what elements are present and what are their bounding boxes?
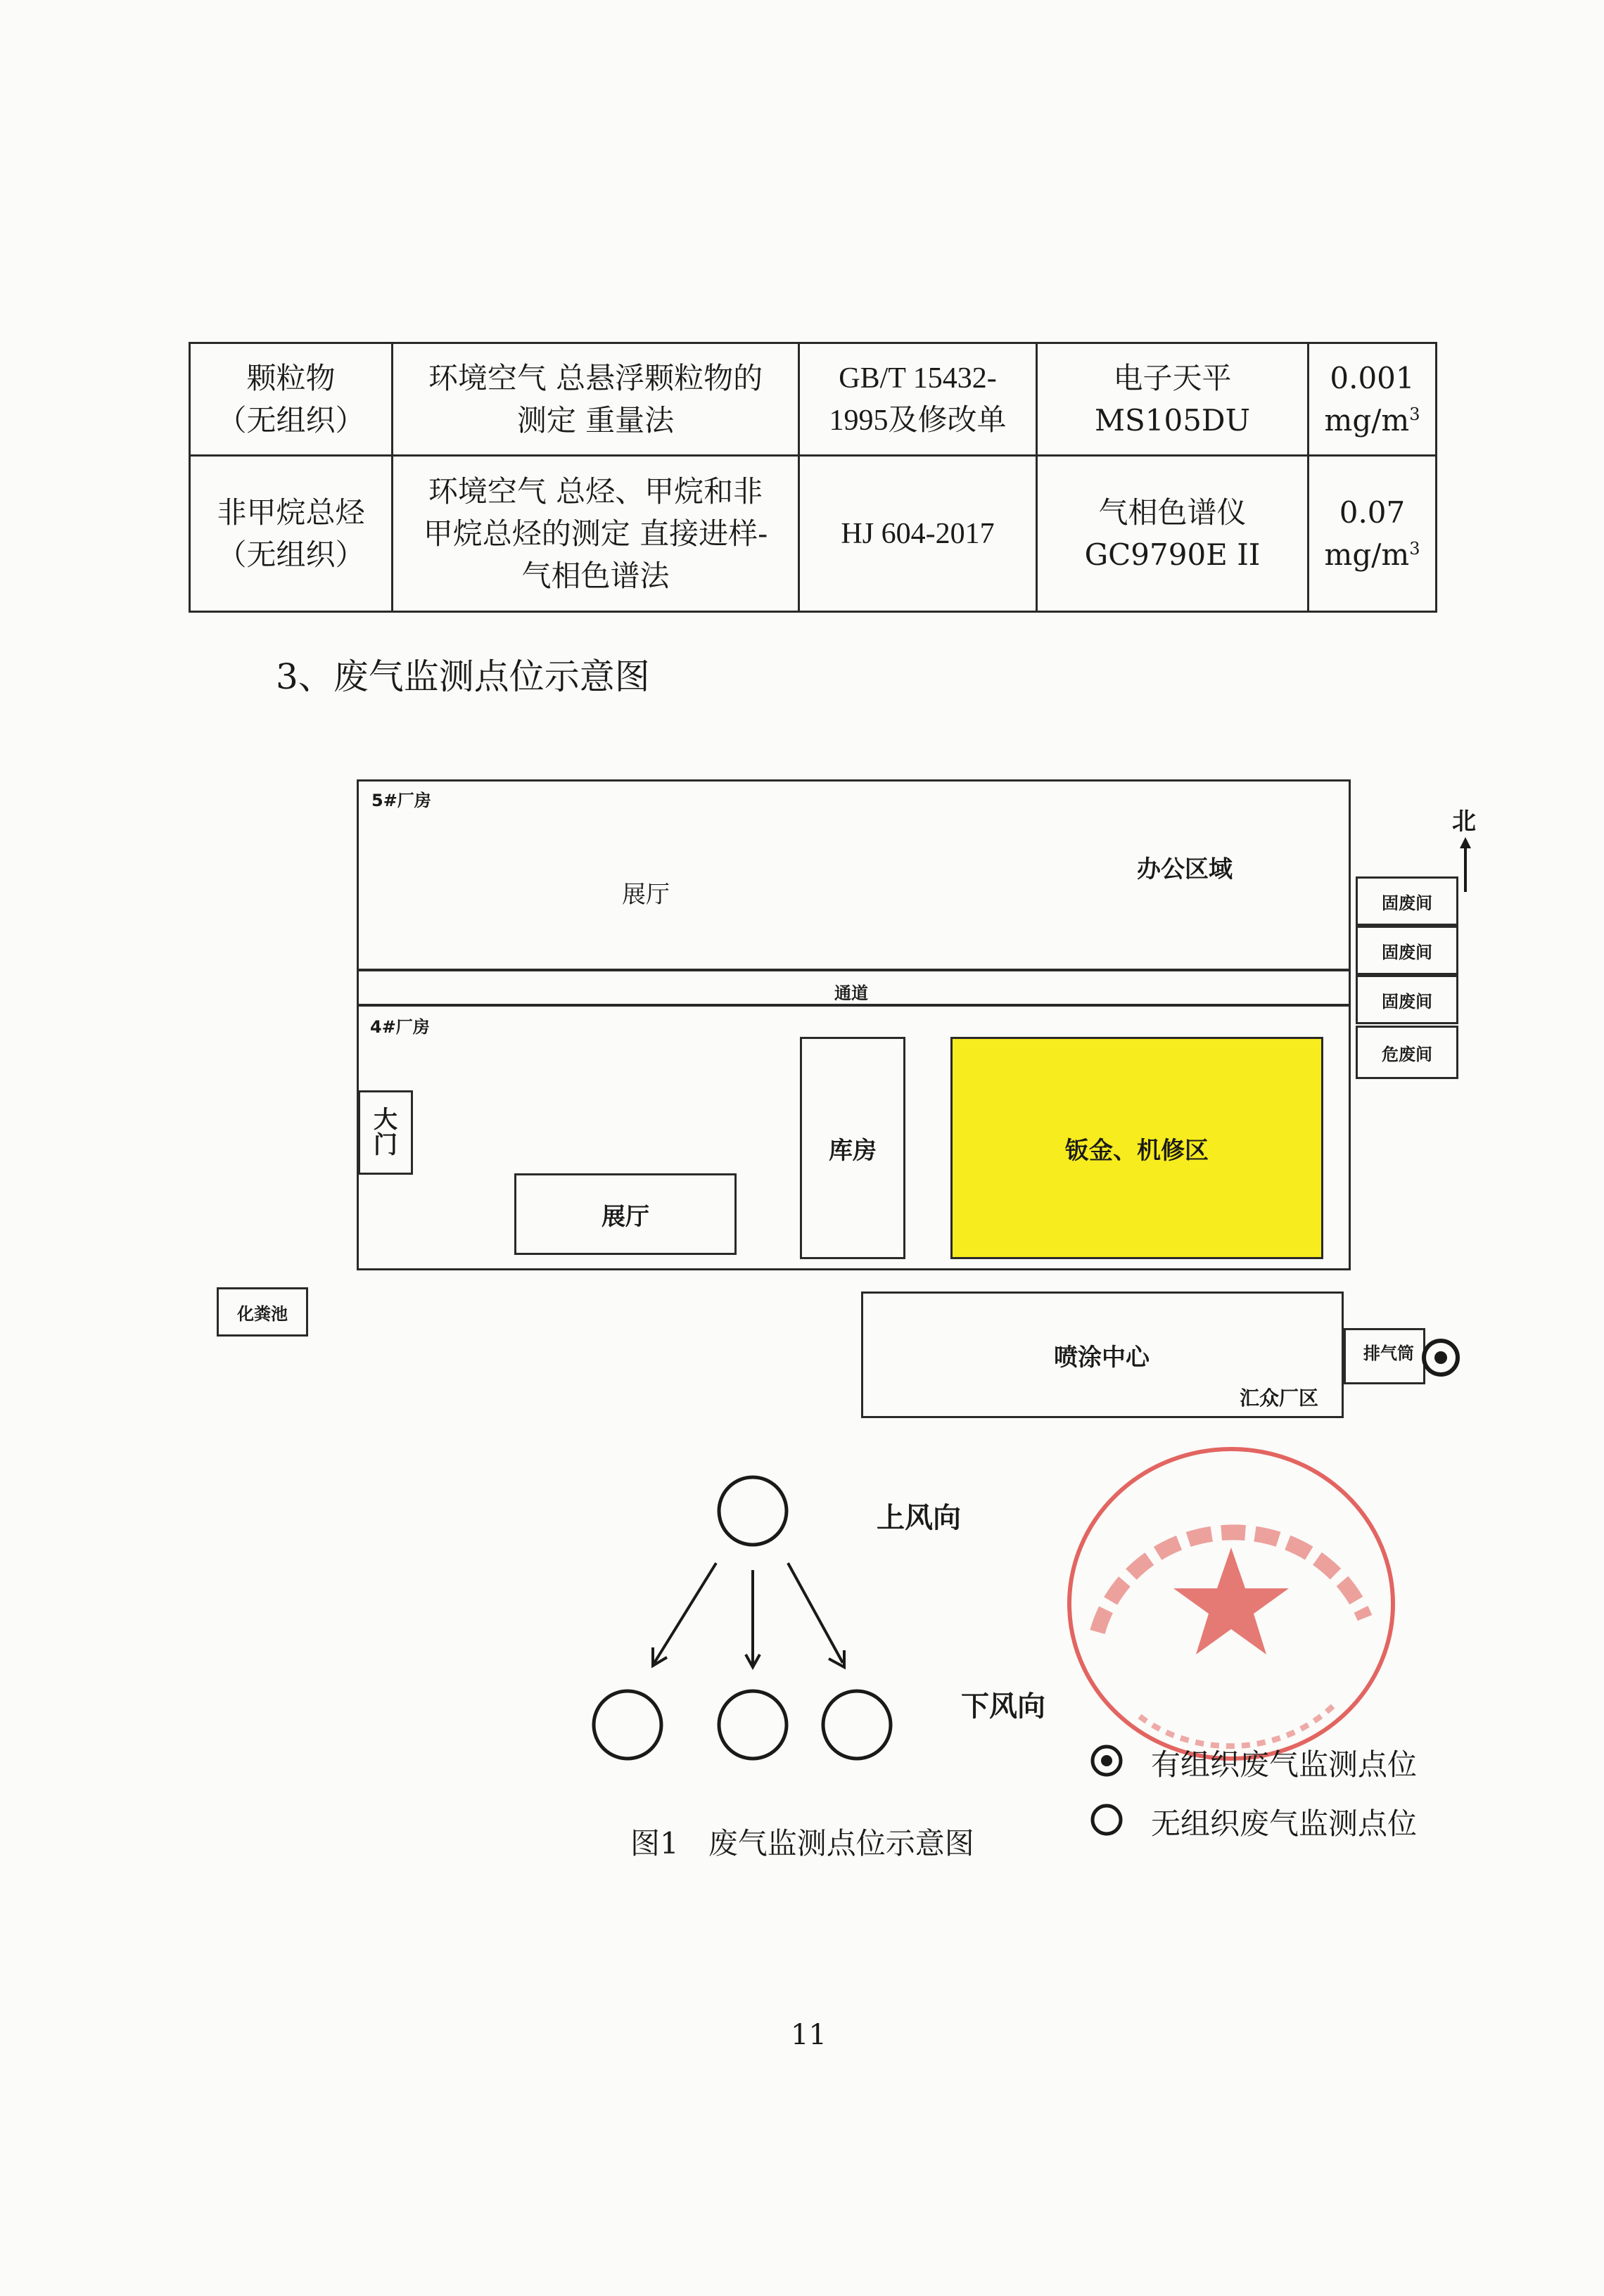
downwind-label: 下风向 xyxy=(961,1690,1045,1723)
solid-waste-room: 固废间 xyxy=(1356,926,1458,975)
standard-cell: GB/T 15432- 1995及修改单 xyxy=(799,343,1037,456)
sheet-metal-zone: 钣金、机修区 xyxy=(950,1037,1323,1259)
unorganized-point-legend-label: 无组织废气监测点位 xyxy=(1151,1806,1418,1841)
corridor-label: 通道 xyxy=(834,983,868,1003)
office-label: 办公区域 xyxy=(1137,855,1233,884)
gate-box: 大 门 xyxy=(358,1090,413,1175)
solid-waste-room: 固废间 xyxy=(1356,876,1458,926)
organized-monitoring-point-icon xyxy=(1421,1338,1460,1377)
page-number: 11 xyxy=(791,2019,827,2051)
huizhong-label: 汇众厂区 xyxy=(1240,1386,1319,1410)
organized-point-legend-label: 有组织废气监测点位 xyxy=(1151,1747,1418,1782)
upwind-point-icon xyxy=(719,1477,787,1545)
north-arrow-icon xyxy=(1455,837,1476,893)
item-cell: 颗粒物 （无组织） xyxy=(190,343,393,456)
hall-top-label: 展厅 xyxy=(622,881,670,909)
limit-cell: 0.07 $mg/m^3$ xyxy=(1309,456,1437,612)
exhaust-label: 排气筒 xyxy=(1363,1344,1414,1363)
figure-caption: 图1 废气监测点位示意图 xyxy=(630,1826,974,1861)
warehouse-box: 库房 xyxy=(800,1037,905,1259)
standard-cell: HJ 604-2017 xyxy=(799,456,1037,612)
downwind-point-icon xyxy=(823,1691,891,1759)
company-seal-stamp xyxy=(1055,1435,1407,1773)
plant4-label: 4#厂房 xyxy=(370,1017,430,1037)
section-title: 3、废气监测点位示意图 xyxy=(276,656,650,697)
hazardous-waste-room: 危废间 xyxy=(1356,1026,1458,1079)
wind-monitoring-diagram xyxy=(577,1463,929,1787)
hall-bottom-box: 展厅 xyxy=(514,1173,737,1255)
north-label: 北 xyxy=(1452,808,1476,836)
unorganized-point-legend-icon xyxy=(1089,1802,1124,1837)
upwind-label: 上风向 xyxy=(877,1502,961,1534)
solid-waste-room: 固废间 xyxy=(1356,975,1458,1024)
limit-cell: 0.001 $mg/m^3$ xyxy=(1309,343,1437,456)
downwind-point-icon xyxy=(719,1691,787,1759)
downwind-point-icon xyxy=(594,1691,661,1759)
item-cell: 非甲烷总烃 （无组织） xyxy=(190,456,393,612)
septic-tank-box: 化粪池 xyxy=(217,1287,308,1337)
spray-center-label: 喷涂中心 xyxy=(1054,1344,1150,1372)
instrument-cell: 电子天平 MS105DU xyxy=(1037,343,1309,456)
plant5-label: 5#厂房 xyxy=(371,791,431,810)
organized-point-legend-icon xyxy=(1089,1743,1124,1778)
instrument-cell: 气相色谱仪 GC9790E II xyxy=(1037,456,1309,612)
method-cell: 环境空气 总烃、甲烷和非 甲烷总烃的测定 直接进样- 气相色谱法 xyxy=(393,456,799,612)
method-cell: 环境空气 总悬浮颗粒物的 测定 重量法 xyxy=(393,343,799,456)
